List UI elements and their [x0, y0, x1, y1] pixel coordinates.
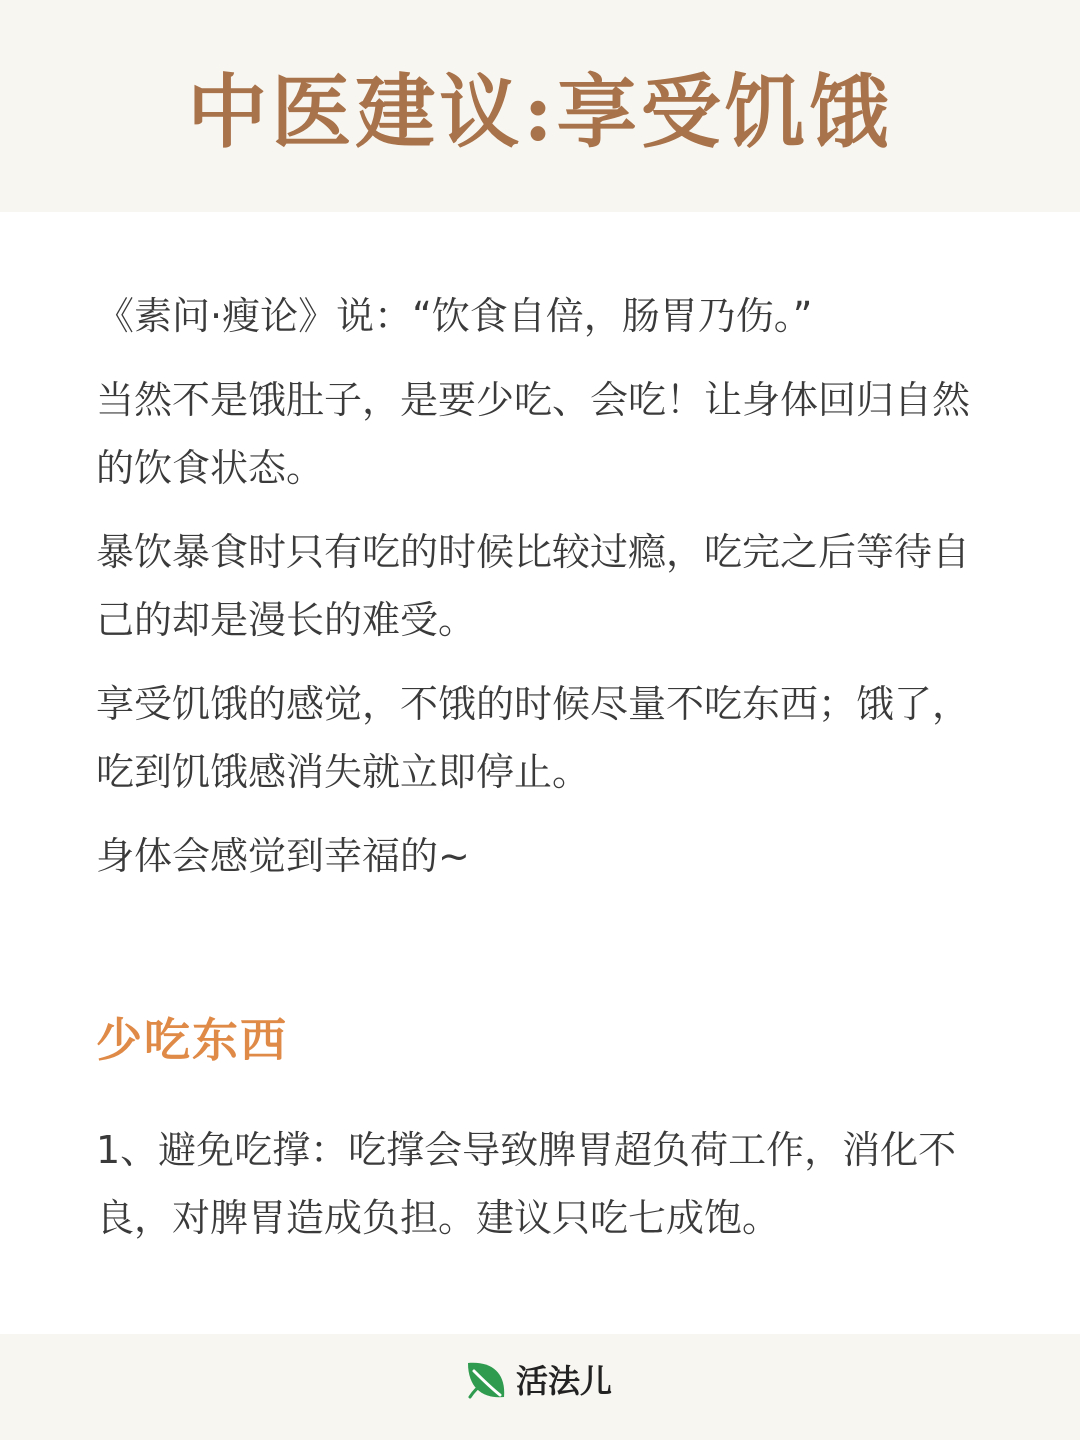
header-band: [0, 0, 1080, 212]
paragraph-intro: 当然不是饿肚子，是要少吃、会吃！让身体回归自然的饮食状态。: [96, 378, 971, 490]
paragraph-quote: 《素问·瘦论》说：“饮食自倍，肠胃乃伤。”: [96, 294, 813, 338]
paragraph-happiness: 身体会感觉到幸福的~: [96, 834, 470, 878]
section-heading: 少吃东西: [96, 1013, 288, 1067]
brand-logo: [462, 1356, 612, 1406]
tip-item: 1、避免吃撑：吃撑会导致脾胃超负荷工作，消化不良，对脾胃造成负担。建议只吃七成饱。: [96, 1128, 957, 1240]
paragraph-enjoy-hunger: 享受饥饿的感觉，不饿的时候尽量不吃东西；饿了，吃到饥饿感消失就立即停止。: [96, 682, 971, 794]
article-body: [96, 282, 996, 906]
brand-name: 活法儿: [516, 1362, 613, 1400]
page-title: 中医建议:享受饥饿: [187, 65, 893, 159]
paragraph-overeating: 暴饮暴食时只有吃的时候比较过瘾，吃完之后等待自己的却是漫长的难受。: [96, 530, 971, 642]
leaf-icon: [462, 1357, 510, 1405]
